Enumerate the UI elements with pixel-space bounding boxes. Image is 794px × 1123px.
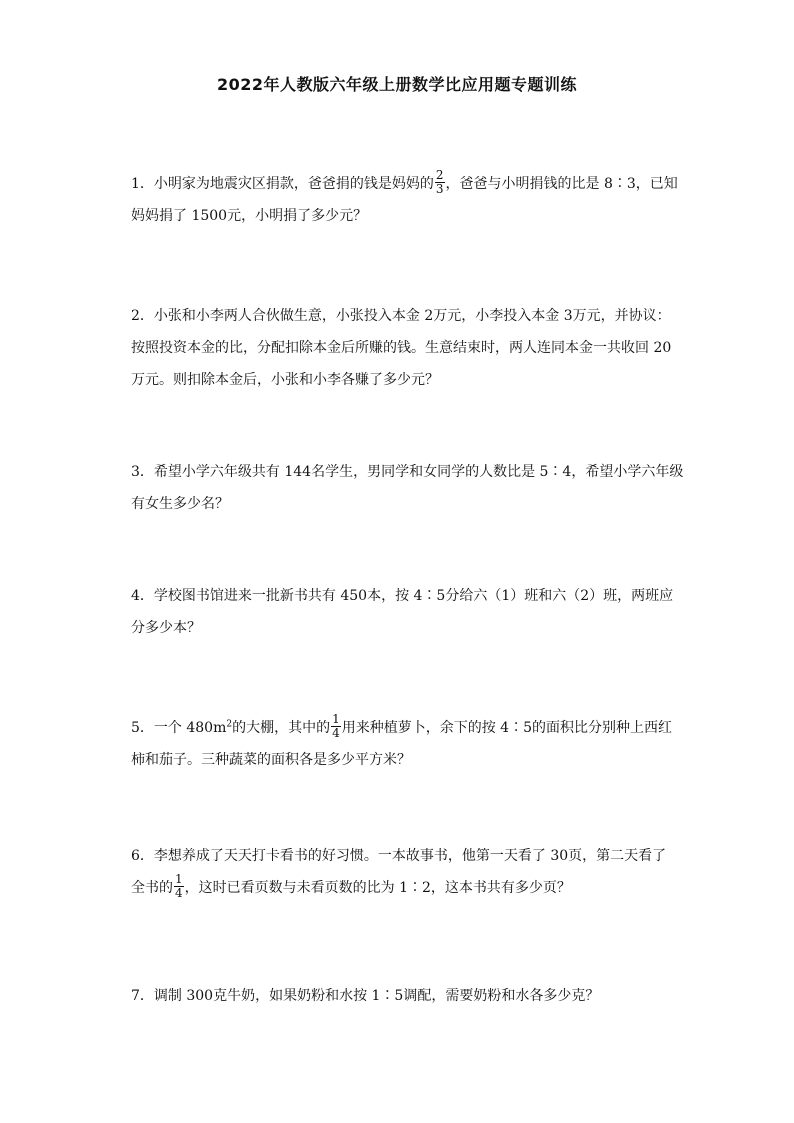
- question-1-line-1: [131, 167, 678, 200]
- question-6-line-1: 6．李想养成了天天打卡看书的好习惯。一本故事书，他第一天看了 30页，第二天看了: [131, 848, 667, 864]
- question-6-text-a: 全书的: [131, 880, 173, 896]
- fraction: [331, 713, 341, 740]
- question-2: [131, 300, 671, 396]
- fraction: [435, 169, 445, 196]
- question-5-text-a: 5．一个 480m: [131, 720, 227, 736]
- question-5: [131, 712, 671, 776]
- question-5-text-b: 的大棚，其中的: [232, 720, 331, 736]
- question-1-text-b: ，爸爸与小明捐钱的比是 8∶3，已知: [445, 176, 678, 192]
- fraction: [174, 873, 184, 900]
- question-4: [131, 580, 674, 644]
- question-2-line-2: 按照投资本金的比，分配扣除本金后所赚的钱。生意结束时，两人连同本金一共收回 20: [131, 340, 672, 356]
- question-5-text-c: 用来种植萝卜，余下的按 4∶5的面积比分别种上西红: [341, 720, 672, 736]
- question-3: [131, 456, 684, 520]
- question-4-line-2: 分多少本？: [131, 620, 201, 636]
- question-7-line-1: 7．调制 300克牛奶，如果奶粉和水按 1∶5调配，需要奶粉和水各多少克？: [131, 988, 600, 1004]
- fraction-denominator: 3: [435, 181, 444, 196]
- question-4-line-1: 4．学校图书馆进来一批新书共有 450本，按 4∶5分给六（1）班和六（2）班，两班应: [131, 588, 674, 604]
- question-6: [131, 840, 671, 904]
- question-1-text-a: 1．小明家为地震灾区捐款，爸爸捐的钱是妈妈的: [131, 176, 434, 192]
- question-1: [131, 167, 678, 232]
- question-2-line-1: 2．小张和小李两人合伙做生意，小张投入本金 2万元，小李投入本金 3万元，并协议：: [131, 308, 671, 324]
- question-6-text-b: ，这时已看页数与未看页数的比为 1∶2，这本书共有多少页？: [184, 880, 571, 896]
- question-3-line-1: 3．希望小学六年级共有 144名学生，男同学和女同学的人数比是 5∶4，希望小学六年级: [131, 464, 684, 480]
- fraction-numerator: 1: [332, 711, 340, 726]
- question-2-line-3: 万元。则扣除本金后，小张和小李各赚了多少元？: [131, 372, 439, 388]
- page-title: 2022年人教版六年级上册数学比应用题专题训练: [216, 75, 578, 94]
- superscript-exponent: 2: [226, 719, 233, 730]
- question-3-line-2: 有女生多少名？: [131, 496, 229, 512]
- question-5-line-2: 柿和茄子。三种蔬菜的面积各是多少平方米？: [131, 752, 411, 768]
- fraction-denominator: 4: [332, 725, 340, 740]
- fraction-numerator: 1: [175, 871, 183, 886]
- question-1-line-2: 妈妈捐了 1500元，小明捐了多少元？: [131, 208, 368, 224]
- question-7: [131, 980, 671, 1012]
- fraction-denominator: 4: [175, 885, 183, 900]
- question-6-line-2: [131, 872, 671, 904]
- question-5-line-1: [131, 712, 671, 744]
- fraction-numerator: 2: [435, 167, 444, 182]
